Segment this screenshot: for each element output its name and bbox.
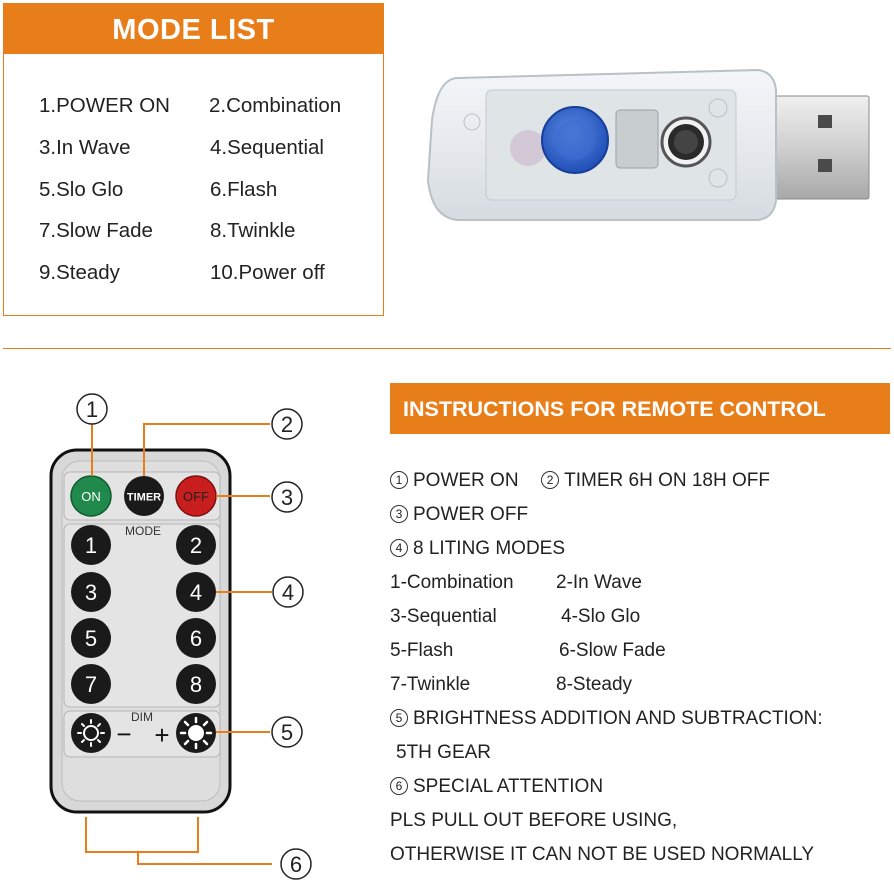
callout-4: 4 <box>281 580 295 605</box>
mode-item: 9.Steady <box>39 261 120 284</box>
mode-item: 4.Sequential <box>210 136 324 159</box>
mode-button-label: 5 <box>84 626 98 651</box>
instruction-text: 8 LITING MODES <box>413 538 566 559</box>
instruction-line-3 <box>390 538 565 560</box>
off-button-label: OFF <box>183 489 209 504</box>
callout-6: 6 <box>289 852 303 877</box>
mode-button-label: 4 <box>189 580 203 605</box>
plus-sign: + <box>154 720 170 750</box>
mode-item: 7.Slow Fade <box>39 219 153 242</box>
instruction-text: TIMER 6H ON 18H OFF <box>564 470 770 491</box>
callout-1: 1 <box>85 397 99 422</box>
mode-row <box>390 572 642 594</box>
off-button <box>176 476 216 516</box>
mode-row <box>390 606 641 628</box>
mode-entry: 5-Flash <box>390 640 454 661</box>
instruction-text: POWER ON <box>413 470 519 491</box>
mode-row <box>390 674 633 696</box>
mode-item: 2.Combination <box>209 94 342 117</box>
dim-minus-button <box>71 713 111 753</box>
timer-button-label: TIMER <box>126 491 162 504</box>
mode-item: 6.Flash <box>210 178 278 201</box>
number-badge: 6 <box>390 777 408 795</box>
callout-2: 2 <box>280 412 294 437</box>
mode-item: 3.In Wave <box>39 136 131 159</box>
mode-button-label: 1 <box>84 533 98 558</box>
number-badge: 2 <box>541 471 559 489</box>
mode-label: MODE <box>125 524 161 538</box>
number-badge: 5 <box>390 709 408 727</box>
instruction-line-1 <box>390 470 770 492</box>
usb-controller-image <box>418 60 878 240</box>
mode-button-label: 3 <box>84 580 98 605</box>
instruction-text: POWER OFF <box>413 504 529 525</box>
instruction-line-4-cont: 5TH GEAR <box>396 742 492 763</box>
mode-button-label: 2 <box>189 533 203 558</box>
instruction-text: SPECIAL ATTENTION <box>413 776 604 797</box>
number-badge: 3 <box>390 505 408 523</box>
mode-list-panel <box>3 3 384 316</box>
mode-entry: 7-Twinkle <box>390 674 471 695</box>
callout-3: 3 <box>280 485 294 510</box>
instruction-text: BRIGHTNESS ADDITION AND SUBTRACTION: <box>413 708 823 729</box>
instruction-line-2 <box>390 504 528 526</box>
number-badge: 4 <box>390 539 408 557</box>
instruction-line-7: OTHERWISE IT CAN NOT BE USED NORMALLY <box>390 844 815 865</box>
mode-list-title: MODE LIST <box>4 4 383 54</box>
mode-item: 10.Power off <box>210 261 325 284</box>
instructions-title: INSTRUCTIONS FOR REMOTE CONTROL <box>390 383 890 434</box>
remote-control-diagram <box>0 380 380 882</box>
mode-button-label: 8 <box>189 672 203 697</box>
mode-entry: 6-Slow Fade <box>559 640 666 661</box>
on-button <box>71 476 111 516</box>
minus-sign: − <box>116 719 132 749</box>
mode-item: 5.Slo Glo <box>39 178 124 201</box>
mode-entry: 2-In Wave <box>556 572 642 593</box>
instruction-line-4 <box>390 708 823 730</box>
instruction-line-5 <box>390 776 603 798</box>
number-badge: 1 <box>390 471 408 489</box>
mode-entry: 1-Combination <box>390 572 514 593</box>
mode-entry: 4-Slo Glo <box>561 606 641 627</box>
mode-entry: 8-Steady <box>556 674 633 695</box>
timer-button <box>124 476 164 516</box>
mode-button-label: 6 <box>189 626 203 651</box>
mode-item: 8.Twinkle <box>210 219 296 242</box>
mode-button-label: 7 <box>84 672 98 697</box>
dim-label: DIM <box>131 710 153 724</box>
sun-filled-icon <box>188 725 204 741</box>
section-divider <box>3 348 891 349</box>
dim-plus-button <box>176 713 216 753</box>
mode-item: 1.POWER ON <box>39 94 170 117</box>
callout-5: 5 <box>280 720 294 745</box>
mode-row <box>390 640 666 662</box>
instruction-line-6: PLS PULL OUT BEFORE USING, <box>390 810 678 831</box>
mode-entry: 3-Sequential <box>390 606 497 627</box>
on-button-label: ON <box>81 489 101 504</box>
